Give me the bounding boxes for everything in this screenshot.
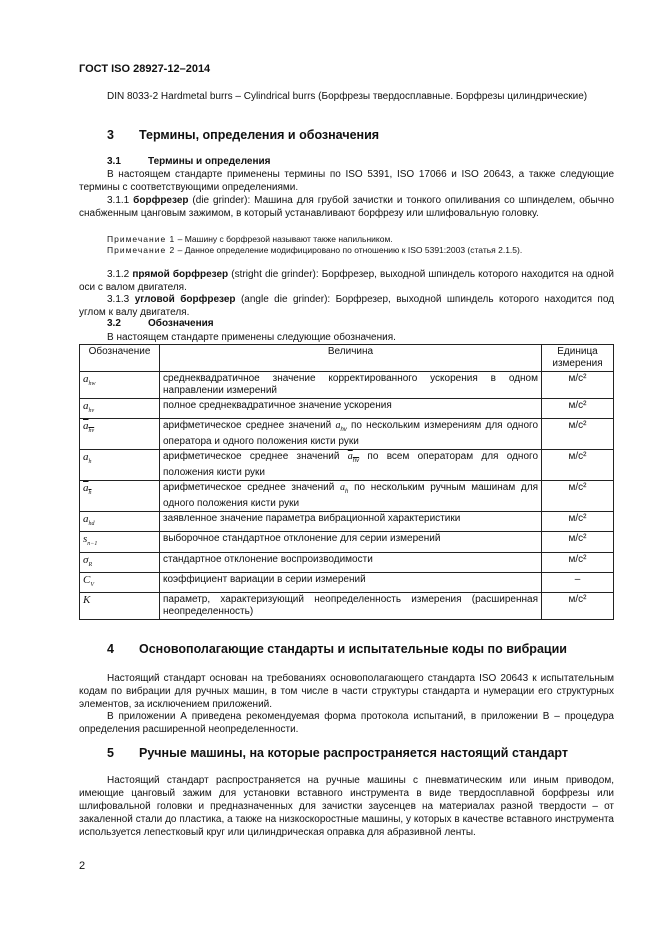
column-header: Обозначение <box>80 345 160 372</box>
unit-cell: м/с² <box>542 532 614 552</box>
section-4-paragraph-2: В приложении А приведена рекомендуемая форма протокола испытаний, в приложении В – процедура определения расширенной неопределенности. <box>79 711 614 735</box>
symbol-cell: $a_{hv}$ <box>80 399 160 419</box>
table-row <box>80 592 614 619</box>
table-header-row <box>80 345 614 372</box>
unit-cell: м/с² <box>542 399 614 419</box>
terms-intro-paragraph: В настоящем стандарте применены термины по ISO 5391, ISO 17066 и ISO 20643, а также следующие термины с соответствующими определениями. <box>79 169 614 193</box>
symbol-cell: $a_h$ <box>80 450 160 481</box>
term-name: борфрезер <box>133 195 189 206</box>
section-3-heading <box>107 128 379 142</box>
unit-cell: м/с² <box>542 419 614 450</box>
unit-cell: – <box>542 572 614 592</box>
symbol-cell: $a_{hv}$ <box>80 419 160 450</box>
quantity-cell: заявленное значение параметра вибрационной характеристики <box>160 512 542 532</box>
quantity-cell: арифметическое среднее значений $a_{hv}$ по нескольким измерениям для одного оператора и одного положения кисти руки <box>160 419 542 450</box>
symbol-cell: $s_{n-1}$ <box>80 532 160 552</box>
table-row <box>80 512 614 532</box>
subsection-3-2-heading <box>107 318 214 329</box>
table-row <box>80 572 614 592</box>
subsection-title: Обозначения <box>148 318 214 329</box>
section-number: 4 <box>107 642 114 656</box>
table-row <box>80 532 614 552</box>
unit-cell: м/с² <box>542 450 614 481</box>
quantity-cell: арифметическое среднее значений $a_{hv}$ по всем операторам для одного положения кисти руки <box>160 450 542 481</box>
column-header: Единица измерения <box>542 345 614 372</box>
term-3-1-3: 3.1.3 угловой борфрезер (angle die grinder): Борфрезер, выходной шпиндель которого находится под углом к валу двигателя. <box>79 294 615 318</box>
section-5-heading <box>107 746 568 760</box>
term-name: прямой борфрезер <box>132 269 229 280</box>
unit-cell: м/с² <box>542 481 614 512</box>
symbol-cell: $C_V$ <box>80 572 160 592</box>
table-row <box>80 552 614 572</box>
section-title: Ручные машины, на которые распространяется настоящий стандарт <box>139 746 569 760</box>
section-title: Термины, определения и обозначения <box>139 128 380 142</box>
symbol-cell: $a_h$ <box>80 481 160 512</box>
term-3-1-1: 3.1.1 борфрезер (die grinder): Машина для грубой зачистки и тонкого опиливания со шпинделем, обычно снабженным цанговым зажимом, в который устанавливают борфрезу или шлифовальную головку. <box>79 195 615 219</box>
symbol-cell: K <box>80 592 160 619</box>
quantity-cell: среднеквадратичное значение корректированного ускорения в одном направлении измерений <box>160 372 542 399</box>
symbol-cell: $\sigma_R$ <box>80 552 160 572</box>
subsection-number: 3.1 <box>107 156 121 167</box>
subsection-title: Термины и определения <box>148 156 271 167</box>
quantity-cell: параметр, характеризующий неопределенность измерения (расширенная неопределенность) <box>160 592 542 619</box>
page-number: 2 <box>79 860 86 872</box>
unit-cell: м/с² <box>542 552 614 572</box>
note-1: Примечание 1 – Машину с борфрезой называют также напильником. <box>107 234 393 244</box>
quantity-cell: полное среднеквадратичное значение ускорения <box>160 399 542 419</box>
symbols-intro-paragraph: В настоящем стандарте применены следующие обозначения. <box>107 332 396 343</box>
table-row <box>80 399 614 419</box>
quantity-cell: арифметическое среднее значений $a_h$ по нескольким ручным машинам для одного положения кисти руки <box>160 481 542 512</box>
quantity-cell: коэффициент вариации в серии измерений <box>160 572 542 592</box>
term-name: угловой борфрезер <box>134 294 236 305</box>
section-number: 3 <box>107 128 114 142</box>
symbols-table <box>79 344 614 620</box>
section-4-paragraph-1: Настоящий стандарт основан на требованиях основополагающего стандарта ISO 20643 к испытательным кодам по вибрации для ручных машин, в том числе в части структуры стандарта и нумерации его структурных элементов, за исключением приложений. <box>79 673 614 710</box>
subsection-number: 3.2 <box>107 318 121 329</box>
standard-header: ГОСТ ISO 28927-12–2014 <box>79 63 211 75</box>
unit-cell: м/с² <box>542 512 614 532</box>
section-4-heading <box>107 642 567 656</box>
table-row <box>80 419 614 450</box>
table-row <box>80 450 614 481</box>
quantity-cell: стандартное отклонение воспроизводимости <box>160 552 542 572</box>
column-header: Величина <box>160 345 542 372</box>
term-3-1-2: 3.1.2 прямой борфрезер (stright die grinder): Борфрезер, выходной шпиндель которого находится на одной оси с валом двигателя. <box>79 269 614 293</box>
section-number: 5 <box>107 746 114 760</box>
quantity-cell: выборочное стандартное отклонение для серии измерений <box>160 532 542 552</box>
table-row <box>80 372 614 399</box>
subsection-3-1-heading <box>107 156 271 167</box>
unit-cell: м/с² <box>542 372 614 399</box>
section-title: Основополагающие стандарты и испытательные коды по вибрации <box>139 642 567 656</box>
unit-cell: м/с² <box>542 592 614 619</box>
symbol-cell: $a_{hw}$ <box>80 372 160 399</box>
note-2: Примечание 2 – Данное определение модифицировано по отношению к ISO 5391:2003 (статья 2.1.5). <box>107 245 523 255</box>
symbol-cell: $a_{hd}$ <box>80 512 160 532</box>
section-5-paragraph-1: Настоящий стандарт распространяется на ручные машины с пневматическим или иным приводом, имеющие цанговый зажим для установки вставного инструмента в виде твердосплавной борфрезы или шлифовальной головки и предназначенных для зачистки заусенцев на материалах разной твердости – от закаленной стали до пластика, а также на низкоскоростные машины, у которых в качестве вставного инструмента используется лепестковый круг или цилиндрическая оправка для абразивной ленты. <box>79 775 614 838</box>
normative-reference: DIN 8033-2 Hardmetal burrs – Cylindrical burrs (Борфрезы твердосплавные. Борфрезы цилиндрические) <box>107 91 588 102</box>
table-row <box>80 481 614 512</box>
